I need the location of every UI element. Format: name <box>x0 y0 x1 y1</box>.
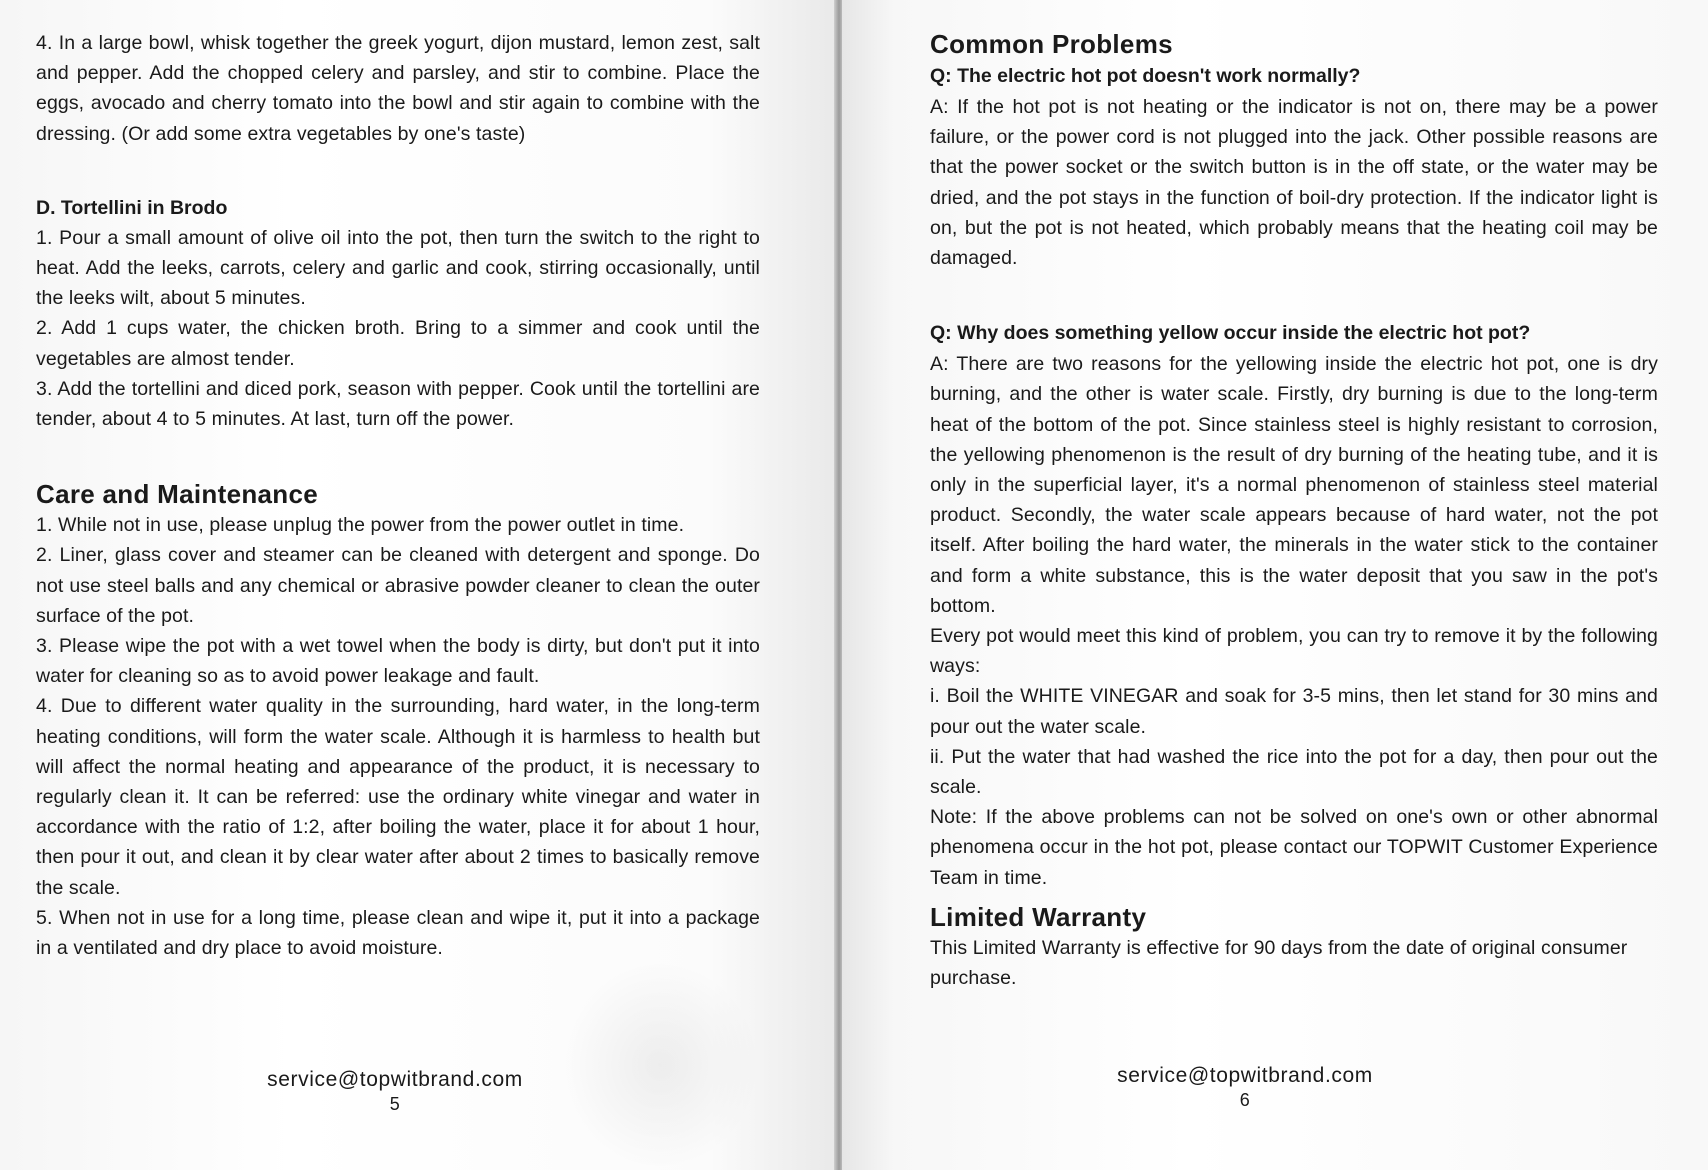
left-page <box>0 0 836 1170</box>
contact-note: Note: If the above problems can not be solved on one's own or other abnormal phenomena occur in the hot pot, please contact our TOPWIT Customer Experience Team in time. <box>930 806 1658 889</box>
recipe-step: 2. Add 1 cups water, the chicken broth. Bring to a simmer and cook until the vegetables are almost tender. <box>36 317 760 370</box>
support-email: service@topwitbrand.com <box>1117 1064 1373 1087</box>
cleaning-way-2: ii. Put the water that had washed the rice into the pot for a day, then pour out the scale. <box>930 745 1658 799</box>
care-item: 4. Due to different water quality in the surrounding, hard water, in the long-term heating conditions, will form the water scale. Although it is harmless to health but will affect the normal heating and appearance of the product, it is necessary to regularly clean it. It can be referred: use the ordinary white vinegar and water in accordance with the ratio of 1:2, after boiling the water, place it for about 1 hour, then pour it out, and clean it by clear water after about 2 times to basically remove the scale. <box>36 695 760 899</box>
recipe-step: 1. Pour a small amount of olive oil into the pot, then turn the switch to the right to heat. Add the leeks, carrots, celery and garlic and cook, stirring occasionally, until the leeks wilt, about 5 minutes. <box>36 226 760 310</box>
answer-2-continued: Every pot would meet this kind of problem, you can try to remove it by the following ways: <box>930 625 1658 678</box>
recipe-step: 3. Add the tortellini and diced pork, season with pepper. Cook until the tortellini are tender, about 4 to 5 minutes. At last, turn off the power. <box>36 377 760 431</box>
right-page-footer <box>1050 1064 1440 1111</box>
care-item: 3. Please wipe the pot with a wet towel when the body is dirty, but don't put it into water for cleaning so as to avoid power leakage and fault. <box>36 635 760 688</box>
page-number: 5 <box>389 1094 401 1114</box>
support-email: service@topwitbrand.com <box>267 1068 523 1091</box>
right-page <box>842 0 1708 1170</box>
care-item: 5. When not in use for a long time, please clean and wipe it, put it into a package in a ventilated and dry place to avoid moisture. <box>36 906 760 960</box>
warranty-heading: Limited Warranty <box>930 901 1147 932</box>
care-item: 2. Liner, glass cover and steamer can be cleaned with detergent and sponge. Do not use steel balls and any chemical or abrasive powder cleaner to clean the outer surface of the pot. <box>36 544 760 627</box>
problems-heading: Common Problems <box>930 29 1173 59</box>
warranty-text: This Limited Warranty is effective for 90 days from the date of original consumer purchase. <box>930 936 1628 990</box>
question-1: Q: The electric hot pot doesn't work normally? <box>930 65 1361 87</box>
answer-1: A: If the hot pot is not heating or the indicator is not on, there may be a power failure, or the power cord is not plugged into the jack. Other possible reasons are that the power socket or the switch button is in the off state, or the water may be dried, and the pot stays in the function of boil-dry protection. If the indicator light is on, but the pot is not heated, which probably means that the heating coil may be damaged. <box>930 96 1658 270</box>
left-page-footer <box>200 1068 590 1115</box>
recipe-heading: D. Tortellini in Brodo <box>36 196 228 219</box>
answer-2: A: There are two reasons for the yellowing inside the electric hot pot, one is dry burning, and the other is water scale. Firstly, dry burning is due to the long-term heat of the bottom of the pot. Since stainless steel is highly resistant to corrosion, the yellowing phenomenon is the result of dry burning of the heating tube, and it is only in the superficial layer, it's a normal phenomenon of stainless steel material product. Secondly, the water scale appears because of hard water, not the pot itself. After boiling the hard water, the minerals in the water stick to the container and form a white substance, this is the water deposit that you saw in the pot's bottom. <box>930 353 1658 617</box>
left-page-content <box>36 28 760 963</box>
care-item: 1. While not in use, please unplug the power from the power outlet in time. <box>36 514 685 537</box>
salad-step-4: 4. In a large bowl, whisk together the greek yogurt, dijon mustard, lemon zest, salt and pepper. Add the chopped celery and parsley, and stir to combine. Place the eggs, avocado and cherry tomato into the bowl and stir again to combine with the dressing. (Or add some extra vegetables by one's taste) <box>36 32 760 145</box>
question-2: Q: Why does something yellow occur inside the electric hot pot? <box>930 322 1531 345</box>
right-page-content <box>930 28 1658 993</box>
cleaning-way-1: i. Boil the WHITE VINEGAR and soak for 3-5 mins, then let stand for 30 mins and pour out the water scale. <box>930 685 1658 738</box>
page-number: 6 <box>1239 1090 1251 1110</box>
care-heading: Care and Maintenance <box>36 479 318 510</box>
paper-crease <box>560 960 760 1170</box>
